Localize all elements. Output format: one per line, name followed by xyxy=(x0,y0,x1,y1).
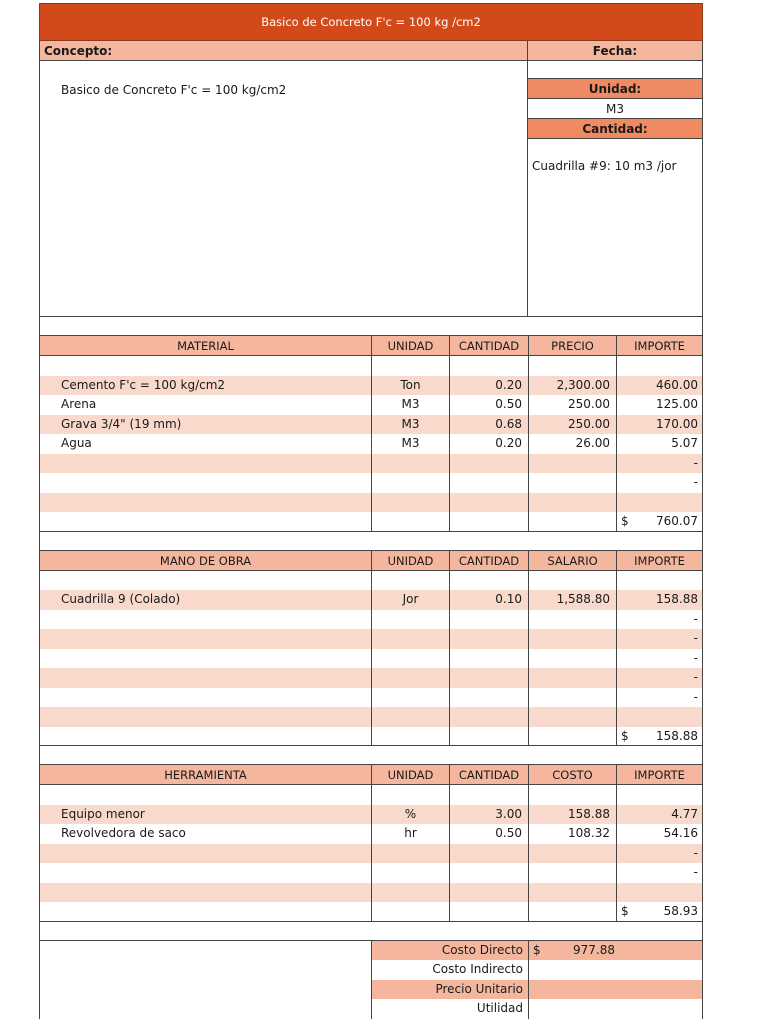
tools-header xyxy=(39,765,703,785)
unit-value[interactable]: M3 xyxy=(528,99,702,119)
labor-total-symbol: $ xyxy=(621,728,629,743)
table-row xyxy=(39,590,703,610)
cell-imp[interactable]: 4.77 xyxy=(616,805,702,825)
cell-unit[interactable] xyxy=(371,883,449,903)
cell-imp[interactable]: 125.00 xyxy=(616,395,702,415)
cell-price[interactable] xyxy=(528,649,616,669)
cell-name[interactable] xyxy=(40,473,371,493)
cell-qty[interactable] xyxy=(449,883,528,903)
quantity-label: Cantidad: xyxy=(528,119,702,139)
cell-unit[interactable] xyxy=(371,473,449,493)
labor-total xyxy=(616,727,702,746)
table-row xyxy=(39,785,703,805)
utility-value[interactable] xyxy=(528,999,702,1019)
crew-note[interactable]: Cuadrilla #9: 10 m3 /jor xyxy=(532,159,677,173)
cell-unit[interactable]: M3 xyxy=(371,434,449,454)
cell-price[interactable] xyxy=(528,454,616,474)
cell-name[interactable]: Revolvedora de saco xyxy=(61,826,186,840)
table-row xyxy=(39,434,703,454)
cell-qty[interactable] xyxy=(449,785,528,805)
cell-name[interactable] xyxy=(40,356,371,376)
table-row xyxy=(39,493,703,513)
table-row xyxy=(39,688,703,708)
cell-qty[interactable] xyxy=(449,707,528,727)
tools-rows xyxy=(39,785,703,902)
cell-price[interactable] xyxy=(528,883,616,903)
cell-name[interactable] xyxy=(40,610,371,630)
cell-imp[interactable] xyxy=(616,493,702,513)
direct-cost-amount: 977.88 xyxy=(573,942,615,957)
tools-total xyxy=(616,902,702,921)
tools-col-cost: COSTO xyxy=(528,765,616,784)
cell-unit[interactable] xyxy=(371,844,449,864)
table-row xyxy=(39,844,703,864)
material-col-unit: UNIDAD xyxy=(371,336,449,355)
cell-name[interactable] xyxy=(40,629,371,649)
tools-col-imp: IMPORTE xyxy=(616,765,702,784)
info-block xyxy=(39,61,703,317)
cell-price[interactable]: 250.00 xyxy=(528,395,616,415)
cell-qty[interactable]: 0.68 xyxy=(449,415,528,435)
date-value-cell[interactable] xyxy=(528,61,702,79)
cell-name[interactable] xyxy=(40,649,371,669)
summary-row-direct xyxy=(40,941,702,961)
cell-unit[interactable]: M3 xyxy=(371,415,449,435)
summary-block xyxy=(39,941,703,1019)
unit-label: Unidad: xyxy=(528,79,702,99)
spacer-row xyxy=(39,922,703,941)
table-row xyxy=(39,883,703,903)
table-row xyxy=(39,629,703,649)
cell-name[interactable] xyxy=(40,454,371,474)
cell-qty[interactable] xyxy=(449,668,528,688)
cell-qty[interactable] xyxy=(449,571,528,591)
cell-qty[interactable]: 0.50 xyxy=(449,824,528,844)
material-total-value: 760.07 xyxy=(656,514,698,528)
cell-qty[interactable] xyxy=(449,863,528,883)
cell-name[interactable]: Grava 3/4" (19 mm) xyxy=(61,416,182,431)
cell-imp[interactable] xyxy=(616,571,702,591)
cell-unit[interactable]: M3 xyxy=(371,395,449,415)
material-total-symbol: $ xyxy=(621,514,629,528)
cell-imp[interactable] xyxy=(616,883,702,903)
indirect-cost-label: Costo Indirecto xyxy=(371,960,528,980)
cell-unit[interactable] xyxy=(371,688,449,708)
tools-total-value: 58.93 xyxy=(663,904,698,918)
material-col-imp: IMPORTE xyxy=(616,336,702,355)
cell-imp[interactable]: - xyxy=(616,844,702,864)
cell-price[interactable] xyxy=(528,473,616,493)
cell-imp[interactable]: 54.16 xyxy=(616,824,702,844)
cell-unit[interactable] xyxy=(371,454,449,474)
material-col-name: MATERIAL xyxy=(177,339,234,353)
table-row xyxy=(39,707,703,727)
labor-header xyxy=(39,551,703,571)
summary-row-utility xyxy=(40,999,702,1019)
cell-unit[interactable] xyxy=(371,493,449,513)
cell-imp[interactable]: 460.00 xyxy=(616,376,702,396)
table-row xyxy=(39,395,703,415)
cell-qty[interactable] xyxy=(449,844,528,864)
cell-name[interactable]: Equipo menor xyxy=(61,806,145,821)
cell-imp[interactable]: - xyxy=(616,473,702,493)
cell-price[interactable] xyxy=(528,629,616,649)
material-col-qty: CANTIDAD xyxy=(449,336,528,355)
tools-col-name: HERRAMIENTA xyxy=(164,768,247,782)
labor-total-row xyxy=(39,727,703,747)
tools-col-qty: CANTIDAD xyxy=(449,765,528,784)
cell-qty[interactable] xyxy=(449,629,528,649)
cell-imp[interactable]: - xyxy=(616,863,702,883)
cell-imp[interactable]: 158.88 xyxy=(616,590,702,610)
cell-imp[interactable]: - xyxy=(616,649,702,669)
cell-qty[interactable] xyxy=(449,454,528,474)
cell-price[interactable] xyxy=(528,610,616,630)
cell-price[interactable] xyxy=(528,707,616,727)
concept-text[interactable]: Basico de Concreto F'c = 100 kg/cm2 xyxy=(40,61,528,316)
labor-col-unit: UNIDAD xyxy=(371,551,449,570)
cell-price[interactable] xyxy=(528,844,616,864)
cell-unit[interactable] xyxy=(371,356,449,376)
table-row xyxy=(39,376,703,396)
material-col-price: PRECIO xyxy=(528,336,616,355)
cell-imp[interactable] xyxy=(616,356,702,376)
cell-qty[interactable] xyxy=(449,649,528,669)
cell-unit[interactable] xyxy=(371,668,449,688)
cell-name[interactable] xyxy=(40,493,371,513)
cell-imp[interactable] xyxy=(616,785,702,805)
cell-price[interactable] xyxy=(528,668,616,688)
table-row xyxy=(39,454,703,474)
indirect-cost-value[interactable] xyxy=(528,960,702,980)
cell-qty[interactable] xyxy=(449,688,528,708)
cell-unit[interactable] xyxy=(371,610,449,630)
cell-name[interactable] xyxy=(40,688,371,708)
labor-col-imp: IMPORTE xyxy=(616,551,702,570)
cell-imp[interactable]: - xyxy=(616,629,702,649)
labor-total-value: 158.88 xyxy=(656,728,698,743)
cell-unit[interactable]: Ton xyxy=(371,376,449,396)
spacer-row xyxy=(39,317,703,336)
cell-price[interactable]: 158.88 xyxy=(528,805,616,825)
tools-total-symbol: $ xyxy=(621,904,629,918)
cell-unit[interactable] xyxy=(371,571,449,591)
cell-price[interactable]: 250.00 xyxy=(528,415,616,435)
summary-row-indirect xyxy=(40,960,702,980)
cell-qty[interactable] xyxy=(449,493,528,513)
cell-imp[interactable]: 170.00 xyxy=(616,415,702,435)
unit-price-label: Precio Unitario xyxy=(371,980,528,1000)
spacer-row xyxy=(39,532,703,551)
cell-price[interactable]: 26.00 xyxy=(528,434,616,454)
labor-col-name: MANO DE OBRA xyxy=(159,553,252,568)
sheet-title: Basico de Concreto F'c = 100 kg /cm2 xyxy=(39,3,703,41)
cell-unit[interactable] xyxy=(371,785,449,805)
cell-name[interactable]: Arena xyxy=(61,397,97,411)
table-row xyxy=(39,610,703,630)
cell-price[interactable] xyxy=(528,688,616,708)
cell-qty[interactable]: 3.00 xyxy=(449,805,528,825)
cell-unit[interactable] xyxy=(371,707,449,727)
cell-imp[interactable]: - xyxy=(616,688,702,708)
cell-unit[interactable]: hr xyxy=(371,824,449,844)
cell-name[interactable] xyxy=(40,785,371,805)
cell-imp[interactable]: - xyxy=(616,454,702,474)
cell-price[interactable] xyxy=(528,493,616,513)
date-label: Fecha: xyxy=(528,41,702,60)
cell-unit[interactable] xyxy=(371,863,449,883)
cell-qty[interactable] xyxy=(449,610,528,630)
table-row xyxy=(39,473,703,493)
cell-qty[interactable]: 0.20 xyxy=(449,434,528,454)
table-row xyxy=(39,805,703,825)
spacer-row xyxy=(39,746,703,765)
cell-price[interactable] xyxy=(528,571,616,591)
cost-sheet xyxy=(39,3,703,1019)
cell-name[interactable] xyxy=(40,571,371,591)
unit-price-value[interactable] xyxy=(528,980,702,1000)
cell-name[interactable] xyxy=(40,707,371,727)
labor-col-qty: CANTIDAD xyxy=(449,551,528,570)
cell-qty[interactable]: 0.50 xyxy=(449,395,528,415)
concept-date-header xyxy=(39,41,703,61)
cell-price[interactable]: 1,588.80 xyxy=(528,590,616,610)
table-row xyxy=(39,649,703,669)
cell-unit[interactable]: Jor xyxy=(371,590,449,610)
direct-cost-symbol: $ xyxy=(533,942,541,957)
cell-name[interactable]: Agua xyxy=(61,436,92,450)
cell-unit[interactable] xyxy=(371,649,449,669)
cell-unit[interactable]: % xyxy=(371,805,449,825)
summary-row-unit-price xyxy=(40,980,702,1000)
cell-name[interactable] xyxy=(40,863,371,883)
table-row xyxy=(39,668,703,688)
cell-imp[interactable]: - xyxy=(616,610,702,630)
table-row xyxy=(39,824,703,844)
cell-price[interactable]: 108.32 xyxy=(528,824,616,844)
cell-price[interactable] xyxy=(528,356,616,376)
utility-label: Utilidad xyxy=(371,999,528,1019)
cell-qty[interactable]: 0.10 xyxy=(449,590,528,610)
cell-unit[interactable] xyxy=(371,629,449,649)
labor-rows xyxy=(39,571,703,727)
direct-cost-value[interactable] xyxy=(528,941,702,961)
cell-price[interactable] xyxy=(528,863,616,883)
material-rows xyxy=(39,356,703,512)
cell-price[interactable] xyxy=(528,785,616,805)
material-total xyxy=(616,512,702,531)
cell-name[interactable]: Cemento F'c = 100 kg/cm2 xyxy=(61,377,226,392)
cell-price[interactable]: 2,300.00 xyxy=(528,376,616,396)
cell-imp[interactable]: 5.07 xyxy=(616,434,702,454)
cell-name[interactable]: Cuadrilla 9 (Colado) xyxy=(61,592,181,606)
cell-qty[interactable] xyxy=(449,473,528,493)
table-row xyxy=(39,571,703,591)
direct-cost-label: Costo Directo xyxy=(371,941,528,961)
cell-name[interactable] xyxy=(40,668,371,688)
labor-col-salary: SALARIO xyxy=(528,551,616,570)
table-row xyxy=(39,415,703,435)
tools-total-row xyxy=(39,902,703,922)
cell-imp[interactable] xyxy=(616,707,702,727)
material-header xyxy=(39,336,703,356)
cell-name[interactable] xyxy=(40,844,371,864)
cell-name[interactable] xyxy=(40,883,371,903)
table-row xyxy=(39,356,703,376)
cell-qty[interactable] xyxy=(449,356,528,376)
material-total-row xyxy=(39,512,703,532)
concept-label: Concepto: xyxy=(40,41,528,60)
table-row xyxy=(39,863,703,883)
info-side-panel xyxy=(528,61,702,316)
tools-col-unit: UNIDAD xyxy=(371,765,449,784)
cell-imp[interactable]: - xyxy=(616,668,702,688)
cell-qty[interactable]: 0.20 xyxy=(449,376,528,396)
